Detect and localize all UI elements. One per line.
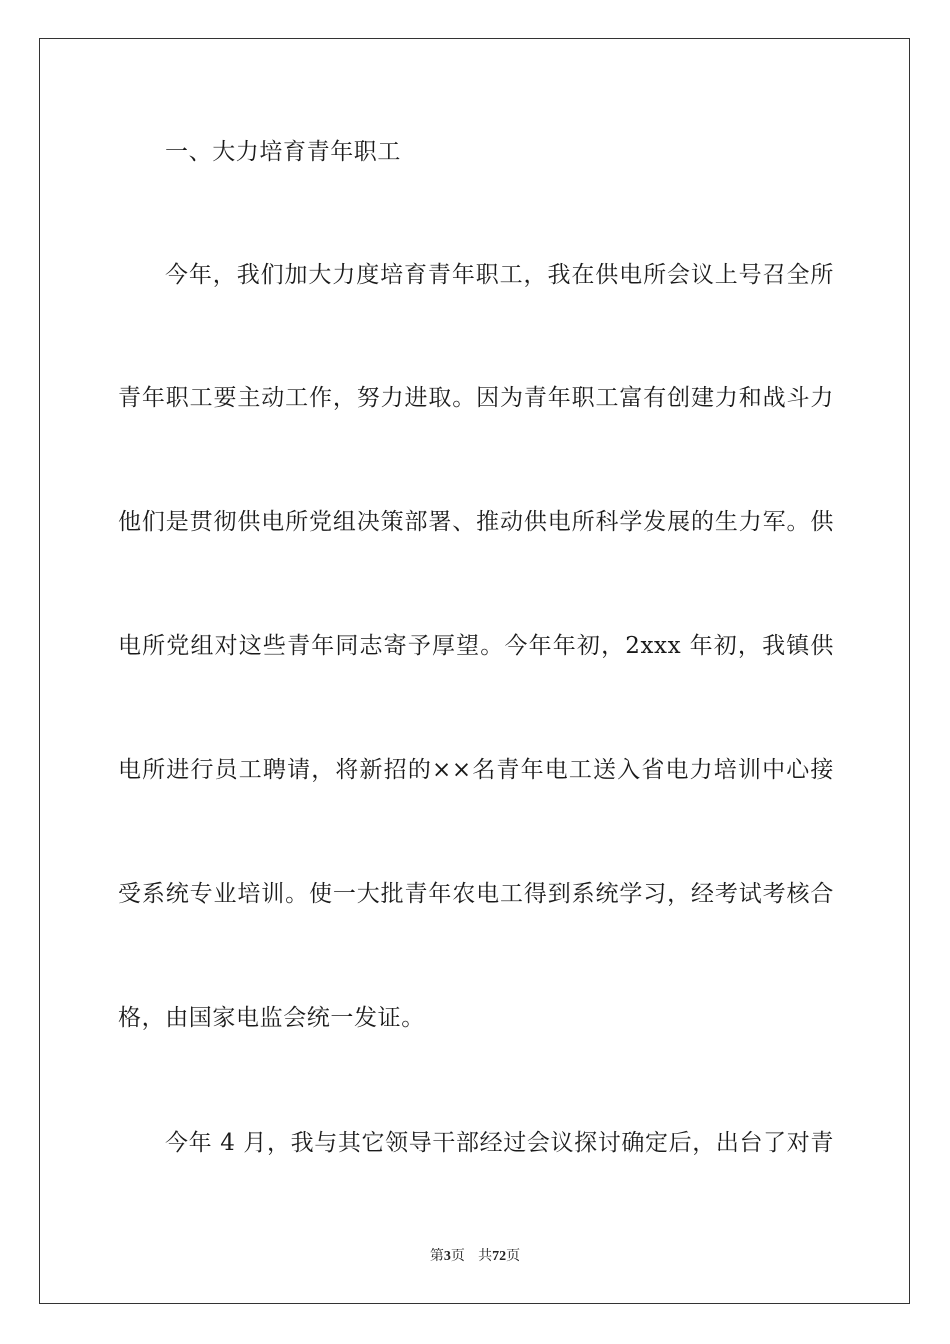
paragraph-line-7: 格，由国家电监会统一发证。 <box>118 1005 425 1031</box>
section-heading: 一、大力培育青年职工 <box>165 139 401 165</box>
paragraph-line-4: 电所党组对这些青年同志寄予厚望。今年年初，2xxx 年初，我镇供 <box>118 633 834 659</box>
footer-page-prefix: 第 <box>429 1248 444 1264</box>
footer-page-current: 3 <box>443 1249 451 1264</box>
paragraph-line-2: 青年职工要主动工作，努力进取。因为青年职工富有创建力和战斗力 <box>118 385 834 411</box>
page-border <box>39 38 910 1304</box>
page-footer <box>0 1247 950 1266</box>
paragraph-line-1: 今年，我们加大力度培育青年职工，我在供电所会议上号召全所 <box>165 262 834 288</box>
footer-total-prefix: 共 <box>478 1248 493 1264</box>
paragraph-line-8: 今年 4 月，我与其它领导干部经过会议探讨确定后，出台了对青 <box>165 1130 834 1156</box>
paragraph-line-5: 电所进行员工聘请，将新招的××名青年电工送入省电力培训中心接 <box>118 757 834 783</box>
footer-page-total: 72 <box>492 1249 507 1264</box>
footer-page-unit: 页 <box>450 1248 465 1264</box>
paragraph-line-3: 他们是贯彻供电所党组决策部署、推动供电所科学发展的生力军。供 <box>118 509 834 535</box>
paragraph-line-6: 受系统专业培训。使一大批青年农电工得到系统学习，经考试考核合 <box>118 881 834 907</box>
footer-total-unit: 页 <box>506 1248 521 1264</box>
